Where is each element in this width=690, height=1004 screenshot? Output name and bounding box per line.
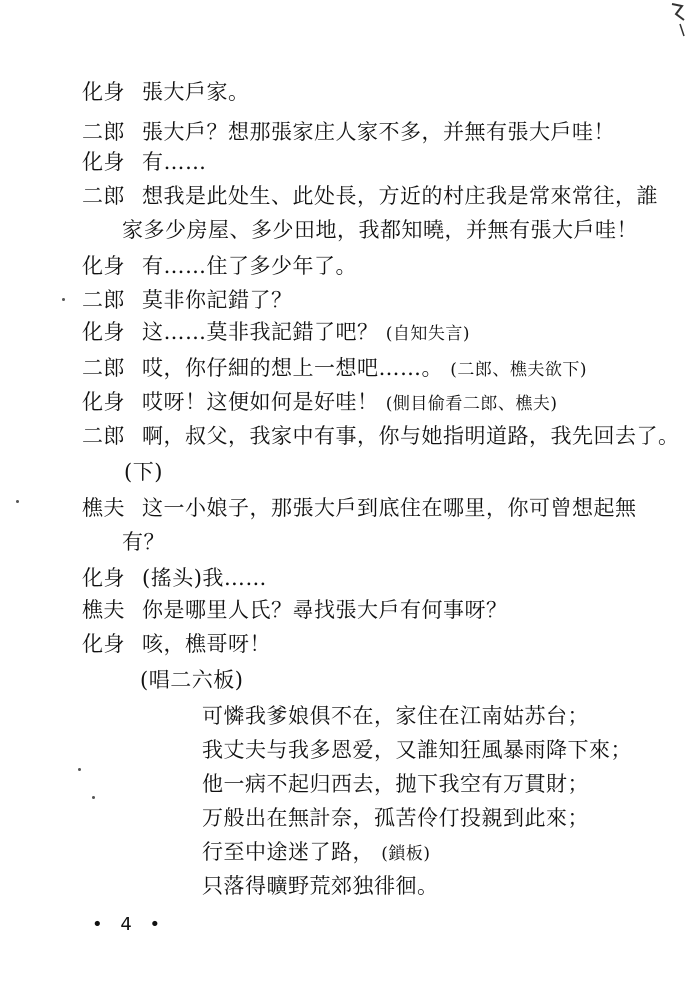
speaker-label: 化身	[82, 150, 125, 174]
dialogue-line	[82, 388, 557, 418]
speaker-label: 化身	[82, 320, 125, 344]
verse-line	[202, 804, 589, 832]
dialogue-line	[82, 354, 587, 384]
speaker-label: 化身	[82, 254, 125, 278]
verse-line	[202, 736, 632, 764]
speaker-label: 化身	[82, 566, 125, 590]
dialogue-text: 哎呀！这便如何是好哇！	[142, 390, 379, 414]
stage-direction: (鎖板)	[381, 844, 431, 864]
speaker-label: 二郎	[82, 120, 125, 144]
stage-direction-line	[124, 458, 163, 486]
verse-line	[202, 872, 439, 900]
speaker-label: 二郎	[82, 424, 125, 448]
dialogue-text: 張大戶？想那張家庄人家不多，并無有張大戶哇！	[142, 120, 615, 144]
dialogue-line	[82, 252, 357, 280]
dialogue-line	[82, 494, 637, 522]
speaker-label: 二郎	[82, 288, 125, 312]
verse-line	[202, 770, 589, 798]
speaker-label: 二郎	[82, 356, 125, 380]
print-speck	[62, 298, 65, 301]
verse-text: 只落得曠野荒郊独徘徊。	[202, 874, 439, 898]
verse-line	[202, 702, 589, 730]
speaker-label: 樵夫	[82, 496, 125, 520]
verse-text: 万般出在無計奈，孤苦伶仃投親到此來；	[202, 806, 589, 830]
dialogue-line	[82, 596, 508, 624]
dialogue-line	[82, 148, 207, 176]
speaker-label: 樵夫	[82, 598, 125, 622]
dialogue-text: 想我是此处生、此处長，方近的村庄我是常來常往，誰	[142, 184, 658, 208]
dialogue-text: 你是哪里人氏？尋找張大戶有何事呀？	[142, 598, 508, 622]
stage-direction: (二郎、樵夫欲下)	[450, 360, 587, 380]
verse-text: 行至中途迷了路，	[202, 840, 374, 864]
dialogue-continuation	[122, 528, 165, 556]
speaker-label: 化身	[82, 390, 125, 414]
print-speck	[92, 796, 95, 799]
dialogue-text: 張大戶家。	[142, 80, 250, 104]
dialogue-text: 哎，你仔細的想上一想吧……。	[142, 356, 443, 380]
dialogue-text: 有……	[142, 150, 207, 174]
stage-direction: (唱二六板)	[140, 668, 244, 692]
dialogue-line	[82, 422, 680, 450]
dialogue-line	[82, 78, 250, 106]
dialogue-line	[82, 182, 658, 210]
dialogue-line	[82, 118, 615, 146]
dialogue-text: 家多少房屋、多少田地，我都知曉，并無有張大戶哇！	[122, 218, 638, 242]
corner-mark	[664, 0, 686, 40]
verse-text: 我丈夫与我多恩爱，又誰知狂風暴雨降下來；	[202, 738, 632, 762]
stage-direction: (下)	[124, 460, 163, 484]
verse-text: 他一病不起归西去，抛下我空有万貫財；	[202, 772, 589, 796]
dialogue-line	[82, 286, 293, 314]
dialogue-line	[82, 318, 470, 348]
dialogue-continuation	[122, 216, 638, 244]
dialogue-text: 莫非你記錯了？	[142, 288, 293, 312]
speaker-label: 化身	[82, 632, 125, 656]
aria-tag	[140, 666, 243, 694]
dialogue-text: (搖头)我……	[142, 566, 267, 590]
speaker-label: 化身	[82, 80, 125, 104]
dialogue-line	[82, 564, 267, 592]
dialogue-text: 有？	[122, 530, 165, 554]
stage-direction: (自知失言)	[385, 324, 470, 344]
print-speck	[78, 768, 81, 771]
speaker-label: 二郎	[82, 184, 125, 208]
dialogue-text: 咳，樵哥呀！	[142, 632, 271, 656]
page-number: • 4 •	[92, 914, 167, 935]
dialogue-text: 有……住了多少年了。	[142, 254, 357, 278]
dialogue-line	[82, 630, 271, 658]
print-speck	[16, 500, 19, 503]
verse-line	[202, 838, 430, 868]
stage-direction: (側目偷看二郎、樵夫)	[385, 394, 558, 414]
dialogue-text: 这一小娘子，那張大戶到底住在哪里，你可曾想起無	[142, 496, 637, 520]
dialogue-text: 啊，叔父，我家中有事，你与她指明道路，我先回去了。	[142, 424, 680, 448]
dialogue-text: 这……莫非我記錯了吧？	[142, 320, 379, 344]
verse-text: 可憐我爹娘俱不在，家住在江南姑苏台；	[202, 704, 589, 728]
